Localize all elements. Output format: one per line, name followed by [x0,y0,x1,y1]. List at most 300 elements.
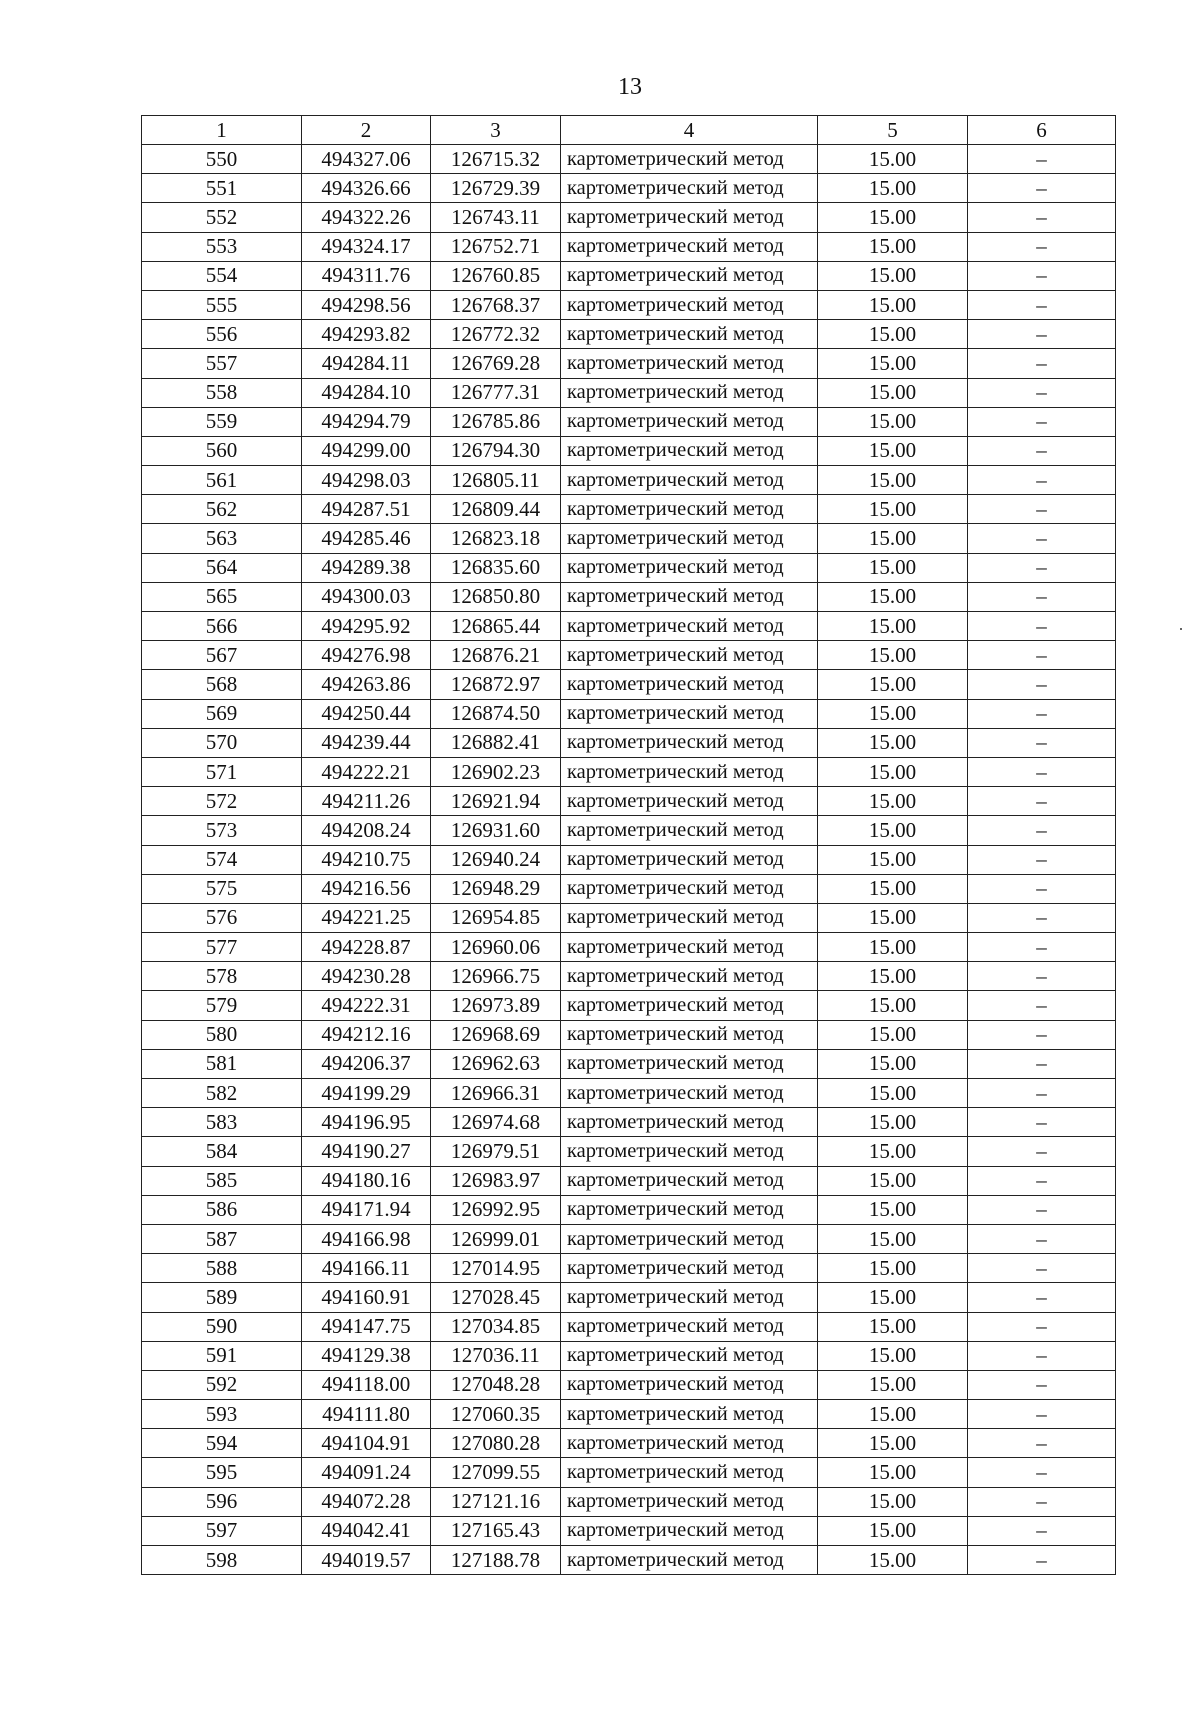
accuracy-cell: 15.00 [818,1429,968,1458]
method-cell: картометрический метод [561,582,818,611]
point-number-cell: 579 [142,991,302,1020]
accuracy-cell: 15.00 [818,582,968,611]
accuracy-cell: 15.00 [818,816,968,845]
x-coordinate-cell: 494118.00 [302,1370,431,1399]
x-coordinate-cell: 494263.86 [302,670,431,699]
method-cell: картометрический метод [561,174,818,203]
accuracy-cell: 15.00 [818,145,968,174]
x-coordinate-cell: 494147.75 [302,1312,431,1341]
note-cell: – [968,203,1116,232]
note-cell: – [968,1400,1116,1429]
y-coordinate-cell: 126874.50 [431,699,561,728]
note-cell: – [968,991,1116,1020]
table-row [142,1429,1116,1458]
x-coordinate-cell: 494212.16 [302,1020,431,1049]
note-cell: – [968,757,1116,786]
y-coordinate-cell: 126850.80 [431,582,561,611]
accuracy-cell: 15.00 [818,1283,968,1312]
accuracy-cell: 15.00 [818,670,968,699]
note-cell: – [968,261,1116,290]
point-number-cell: 578 [142,962,302,991]
table-row [142,320,1116,349]
method-cell: картометрический метод [561,845,818,874]
method-cell: картометрический метод [561,1370,818,1399]
y-coordinate-cell: 126805.11 [431,466,561,495]
table-row [142,524,1116,553]
note-cell: – [968,553,1116,582]
note-cell: – [968,816,1116,845]
y-coordinate-cell: 127188.78 [431,1546,561,1575]
point-number-cell: 557 [142,349,302,378]
table-row [142,1487,1116,1516]
accuracy-cell: 15.00 [818,524,968,553]
accuracy-cell: 15.00 [818,845,968,874]
accuracy-cell: 15.00 [818,1166,968,1195]
accuracy-cell: 15.00 [818,1137,968,1166]
y-coordinate-cell: 127036.11 [431,1341,561,1370]
note-cell: – [968,145,1116,174]
table-row [142,145,1116,174]
accuracy-cell: 15.00 [818,1254,968,1283]
accuracy-cell: 15.00 [818,495,968,524]
note-cell: – [968,1195,1116,1224]
note-cell: – [968,174,1116,203]
point-number-cell: 571 [142,757,302,786]
method-cell: картометрический метод [561,933,818,962]
note-cell: – [968,290,1116,319]
table-row [142,1020,1116,1049]
point-number-cell: 585 [142,1166,302,1195]
y-coordinate-cell: 126794.30 [431,436,561,465]
note-cell: – [968,1283,1116,1312]
table-row [142,1516,1116,1545]
column-header: 4 [561,116,818,145]
x-coordinate-cell: 494276.98 [302,641,431,670]
method-cell: картометрический метод [561,1195,818,1224]
accuracy-cell: 15.00 [818,1546,968,1575]
x-coordinate-cell: 494160.91 [302,1283,431,1312]
point-number-cell: 558 [142,378,302,407]
table-row [142,699,1116,728]
note-cell: – [968,495,1116,524]
x-coordinate-cell: 494239.44 [302,728,431,757]
table-row [142,641,1116,670]
y-coordinate-cell: 126931.60 [431,816,561,845]
note-cell: – [968,1516,1116,1545]
y-coordinate-cell: 126954.85 [431,903,561,932]
y-coordinate-cell: 126823.18 [431,524,561,553]
table-row [142,1195,1116,1224]
point-number-cell: 559 [142,407,302,436]
method-cell: картометрический метод [561,553,818,582]
x-coordinate-cell: 494298.56 [302,290,431,319]
table-row [142,495,1116,524]
x-coordinate-cell: 494166.11 [302,1254,431,1283]
accuracy-cell: 15.00 [818,612,968,641]
x-coordinate-cell: 494311.76 [302,261,431,290]
method-cell: картометрический метод [561,290,818,319]
point-number-cell: 592 [142,1370,302,1399]
method-cell: картометрический метод [561,145,818,174]
accuracy-cell: 15.00 [818,232,968,261]
note-cell: – [968,320,1116,349]
method-cell: картометрический метод [561,261,818,290]
point-number-cell: 568 [142,670,302,699]
x-coordinate-cell: 494293.82 [302,320,431,349]
method-cell: картометрический метод [561,378,818,407]
table-row [142,174,1116,203]
table-row [142,407,1116,436]
point-number-cell: 562 [142,495,302,524]
x-coordinate-cell: 494299.00 [302,436,431,465]
y-coordinate-cell: 126715.32 [431,145,561,174]
x-coordinate-cell: 494190.27 [302,1137,431,1166]
y-coordinate-cell: 127165.43 [431,1516,561,1545]
y-coordinate-cell: 126760.85 [431,261,561,290]
method-cell: картометрический метод [561,203,818,232]
accuracy-cell: 15.00 [818,203,968,232]
x-coordinate-cell: 494324.17 [302,232,431,261]
table-row [142,612,1116,641]
note-cell: – [968,845,1116,874]
table-row [142,1137,1116,1166]
method-cell: картометрический метод [561,1020,818,1049]
y-coordinate-cell: 126966.31 [431,1079,561,1108]
method-cell: картометрический метод [561,787,818,816]
point-number-cell: 565 [142,582,302,611]
point-number-cell: 566 [142,612,302,641]
accuracy-cell: 15.00 [818,991,968,1020]
table-row [142,1341,1116,1370]
table-row [142,1370,1116,1399]
note-cell: – [968,582,1116,611]
note-cell: – [968,787,1116,816]
method-cell: картометрический метод [561,1487,818,1516]
point-number-cell: 576 [142,903,302,932]
table-row [142,1108,1116,1137]
method-cell: картометрический метод [561,1341,818,1370]
point-number-cell: 586 [142,1195,302,1224]
table-row [142,553,1116,582]
method-cell: картометрический метод [561,612,818,641]
x-coordinate-cell: 494206.37 [302,1049,431,1078]
method-cell: картометрический метод [561,903,818,932]
accuracy-cell: 15.00 [818,1341,968,1370]
y-coordinate-cell: 127048.28 [431,1370,561,1399]
method-cell: картометрический метод [561,728,818,757]
point-number-cell: 596 [142,1487,302,1516]
accuracy-cell: 15.00 [818,1458,968,1487]
x-coordinate-cell: 494230.28 [302,962,431,991]
method-cell: картометрический метод [561,1254,818,1283]
point-number-cell: 553 [142,232,302,261]
table-row [142,991,1116,1020]
point-number-cell: 598 [142,1546,302,1575]
method-cell: картометрический метод [561,991,818,1020]
table-row [142,962,1116,991]
column-header: 5 [818,116,968,145]
y-coordinate-cell: 126835.60 [431,553,561,582]
table-row [142,1400,1116,1429]
table-row [142,787,1116,816]
x-coordinate-cell: 494222.21 [302,757,431,786]
point-number-cell: 550 [142,145,302,174]
y-coordinate-cell: 126752.71 [431,232,561,261]
accuracy-cell: 15.00 [818,290,968,319]
y-coordinate-cell: 126809.44 [431,495,561,524]
point-number-cell: 575 [142,874,302,903]
x-coordinate-cell: 494228.87 [302,933,431,962]
method-cell: картометрический метод [561,1516,818,1545]
note-cell: – [968,728,1116,757]
note-cell: – [968,1049,1116,1078]
point-number-cell: 573 [142,816,302,845]
note-cell: – [968,1458,1116,1487]
point-number-cell: 593 [142,1400,302,1429]
accuracy-cell: 15.00 [818,962,968,991]
note-cell: – [968,436,1116,465]
method-cell: картометрический метод [561,874,818,903]
point-number-cell: 587 [142,1224,302,1253]
note-cell: – [968,1341,1116,1370]
x-coordinate-cell: 494199.29 [302,1079,431,1108]
table-body [142,116,1116,1575]
point-number-cell: 574 [142,845,302,874]
table-row [142,845,1116,874]
point-number-cell: 554 [142,261,302,290]
x-coordinate-cell: 494284.11 [302,349,431,378]
y-coordinate-cell: 126882.41 [431,728,561,757]
accuracy-cell: 15.00 [818,349,968,378]
accuracy-cell: 15.00 [818,1312,968,1341]
note-cell: – [968,699,1116,728]
method-cell: картометрический метод [561,1137,818,1166]
method-cell: картометрический метод [561,232,818,261]
method-cell: картометрический метод [561,1166,818,1195]
accuracy-cell: 15.00 [818,641,968,670]
accuracy-cell: 15.00 [818,728,968,757]
y-coordinate-cell: 127034.85 [431,1312,561,1341]
y-coordinate-cell: 127080.28 [431,1429,561,1458]
note-cell: – [968,232,1116,261]
x-coordinate-cell: 494250.44 [302,699,431,728]
table-row [142,436,1116,465]
note-cell: – [968,1546,1116,1575]
accuracy-cell: 15.00 [818,757,968,786]
table-row [142,1283,1116,1312]
y-coordinate-cell: 126940.24 [431,845,561,874]
x-coordinate-cell: 494104.91 [302,1429,431,1458]
y-coordinate-cell: 126876.21 [431,641,561,670]
note-cell: – [968,1166,1116,1195]
x-coordinate-cell: 494289.38 [302,553,431,582]
method-cell: картометрический метод [561,1458,818,1487]
note-cell: – [968,903,1116,932]
point-number-cell: 563 [142,524,302,553]
x-coordinate-cell: 494222.31 [302,991,431,1020]
point-number-cell: 551 [142,174,302,203]
point-number-cell: 561 [142,466,302,495]
table-row [142,1166,1116,1195]
y-coordinate-cell: 127014.95 [431,1254,561,1283]
point-number-cell: 594 [142,1429,302,1458]
method-cell: картометрический метод [561,1049,818,1078]
y-coordinate-cell: 126948.29 [431,874,561,903]
table-row [142,1546,1116,1575]
table-row [142,203,1116,232]
point-number-cell: 581 [142,1049,302,1078]
accuracy-cell: 15.00 [818,903,968,932]
y-coordinate-cell: 127028.45 [431,1283,561,1312]
point-number-cell: 584 [142,1137,302,1166]
y-coordinate-cell: 126902.23 [431,757,561,786]
x-coordinate-cell: 494298.03 [302,466,431,495]
x-coordinate-cell: 494285.46 [302,524,431,553]
accuracy-cell: 15.00 [818,874,968,903]
note-cell: – [968,1224,1116,1253]
y-coordinate-cell: 126769.28 [431,349,561,378]
scan-speck [1180,628,1182,630]
accuracy-cell: 15.00 [818,1049,968,1078]
accuracy-cell: 15.00 [818,699,968,728]
column-header: 6 [968,116,1116,145]
point-number-cell: 556 [142,320,302,349]
y-coordinate-cell: 126973.89 [431,991,561,1020]
table-row [142,1224,1116,1253]
method-cell: картометрический метод [561,466,818,495]
method-cell: картометрический метод [561,757,818,786]
method-cell: картометрический метод [561,1283,818,1312]
y-coordinate-cell: 127099.55 [431,1458,561,1487]
column-header: 2 [302,116,431,145]
x-coordinate-cell: 494327.06 [302,145,431,174]
method-cell: картометрический метод [561,641,818,670]
table-row [142,232,1116,261]
accuracy-cell: 15.00 [818,1516,968,1545]
table-row [142,378,1116,407]
method-cell: картометрический метод [561,699,818,728]
y-coordinate-cell: 126743.11 [431,203,561,232]
point-number-cell: 577 [142,933,302,962]
table-row [142,261,1116,290]
table-row [142,816,1116,845]
table-row [142,582,1116,611]
note-cell: – [968,1020,1116,1049]
table-row [142,349,1116,378]
y-coordinate-cell: 127121.16 [431,1487,561,1516]
coordinates-table [141,115,1116,1575]
method-cell: картометрический метод [561,1546,818,1575]
y-coordinate-cell: 126968.69 [431,1020,561,1049]
point-number-cell: 589 [142,1283,302,1312]
note-cell: – [968,1429,1116,1458]
accuracy-cell: 15.00 [818,1020,968,1049]
x-coordinate-cell: 494322.26 [302,203,431,232]
method-cell: картометрический метод [561,407,818,436]
x-coordinate-cell: 494042.41 [302,1516,431,1545]
point-number-cell: 560 [142,436,302,465]
x-coordinate-cell: 494284.10 [302,378,431,407]
x-coordinate-cell: 494295.92 [302,612,431,641]
x-coordinate-cell: 494129.38 [302,1341,431,1370]
y-coordinate-cell: 126999.01 [431,1224,561,1253]
table-row [142,1049,1116,1078]
note-cell: – [968,962,1116,991]
note-cell: – [968,466,1116,495]
point-number-cell: 591 [142,1341,302,1370]
accuracy-cell: 15.00 [818,1400,968,1429]
table-row [142,1079,1116,1108]
method-cell: картометрический метод [561,524,818,553]
y-coordinate-cell: 126992.95 [431,1195,561,1224]
method-cell: картометрический метод [561,1429,818,1458]
x-coordinate-cell: 494196.95 [302,1108,431,1137]
point-number-cell: 552 [142,203,302,232]
method-cell: картометрический метод [561,436,818,465]
accuracy-cell: 15.00 [818,436,968,465]
accuracy-cell: 15.00 [818,1487,968,1516]
table-row [142,903,1116,932]
note-cell: – [968,1370,1116,1399]
column-header: 3 [431,116,561,145]
method-cell: картометрический метод [561,1400,818,1429]
point-number-cell: 569 [142,699,302,728]
point-number-cell: 582 [142,1079,302,1108]
method-cell: картометрический метод [561,1312,818,1341]
point-number-cell: 570 [142,728,302,757]
x-coordinate-cell: 494019.57 [302,1546,431,1575]
point-number-cell: 572 [142,787,302,816]
method-cell: картометрический метод [561,1224,818,1253]
page-number: 13 [618,74,642,100]
y-coordinate-cell: 126777.31 [431,378,561,407]
x-coordinate-cell: 494300.03 [302,582,431,611]
y-coordinate-cell: 126974.68 [431,1108,561,1137]
x-coordinate-cell: 494072.28 [302,1487,431,1516]
method-cell: картометрический метод [561,1108,818,1137]
point-number-cell: 590 [142,1312,302,1341]
table-row [142,1312,1116,1341]
note-cell: – [968,874,1116,903]
method-cell: картометрический метод [561,495,818,524]
accuracy-cell: 15.00 [818,553,968,582]
accuracy-cell: 15.00 [818,787,968,816]
point-number-cell: 555 [142,290,302,319]
column-header: 1 [142,116,302,145]
table-header-row [142,116,1116,145]
x-coordinate-cell: 494221.25 [302,903,431,932]
note-cell: – [968,1254,1116,1283]
point-number-cell: 564 [142,553,302,582]
accuracy-cell: 15.00 [818,261,968,290]
method-cell: картометрический метод [561,670,818,699]
accuracy-cell: 15.00 [818,378,968,407]
y-coordinate-cell: 126729.39 [431,174,561,203]
accuracy-cell: 15.00 [818,320,968,349]
note-cell: – [968,612,1116,641]
note-cell: – [968,349,1116,378]
table-row [142,1458,1116,1487]
table-row [142,874,1116,903]
x-coordinate-cell: 494111.80 [302,1400,431,1429]
table-row [142,1254,1116,1283]
y-coordinate-cell: 127060.35 [431,1400,561,1429]
y-coordinate-cell: 126966.75 [431,962,561,991]
table-row [142,728,1116,757]
x-coordinate-cell: 494211.26 [302,787,431,816]
note-cell: – [968,641,1116,670]
method-cell: картометрический метод [561,1079,818,1108]
